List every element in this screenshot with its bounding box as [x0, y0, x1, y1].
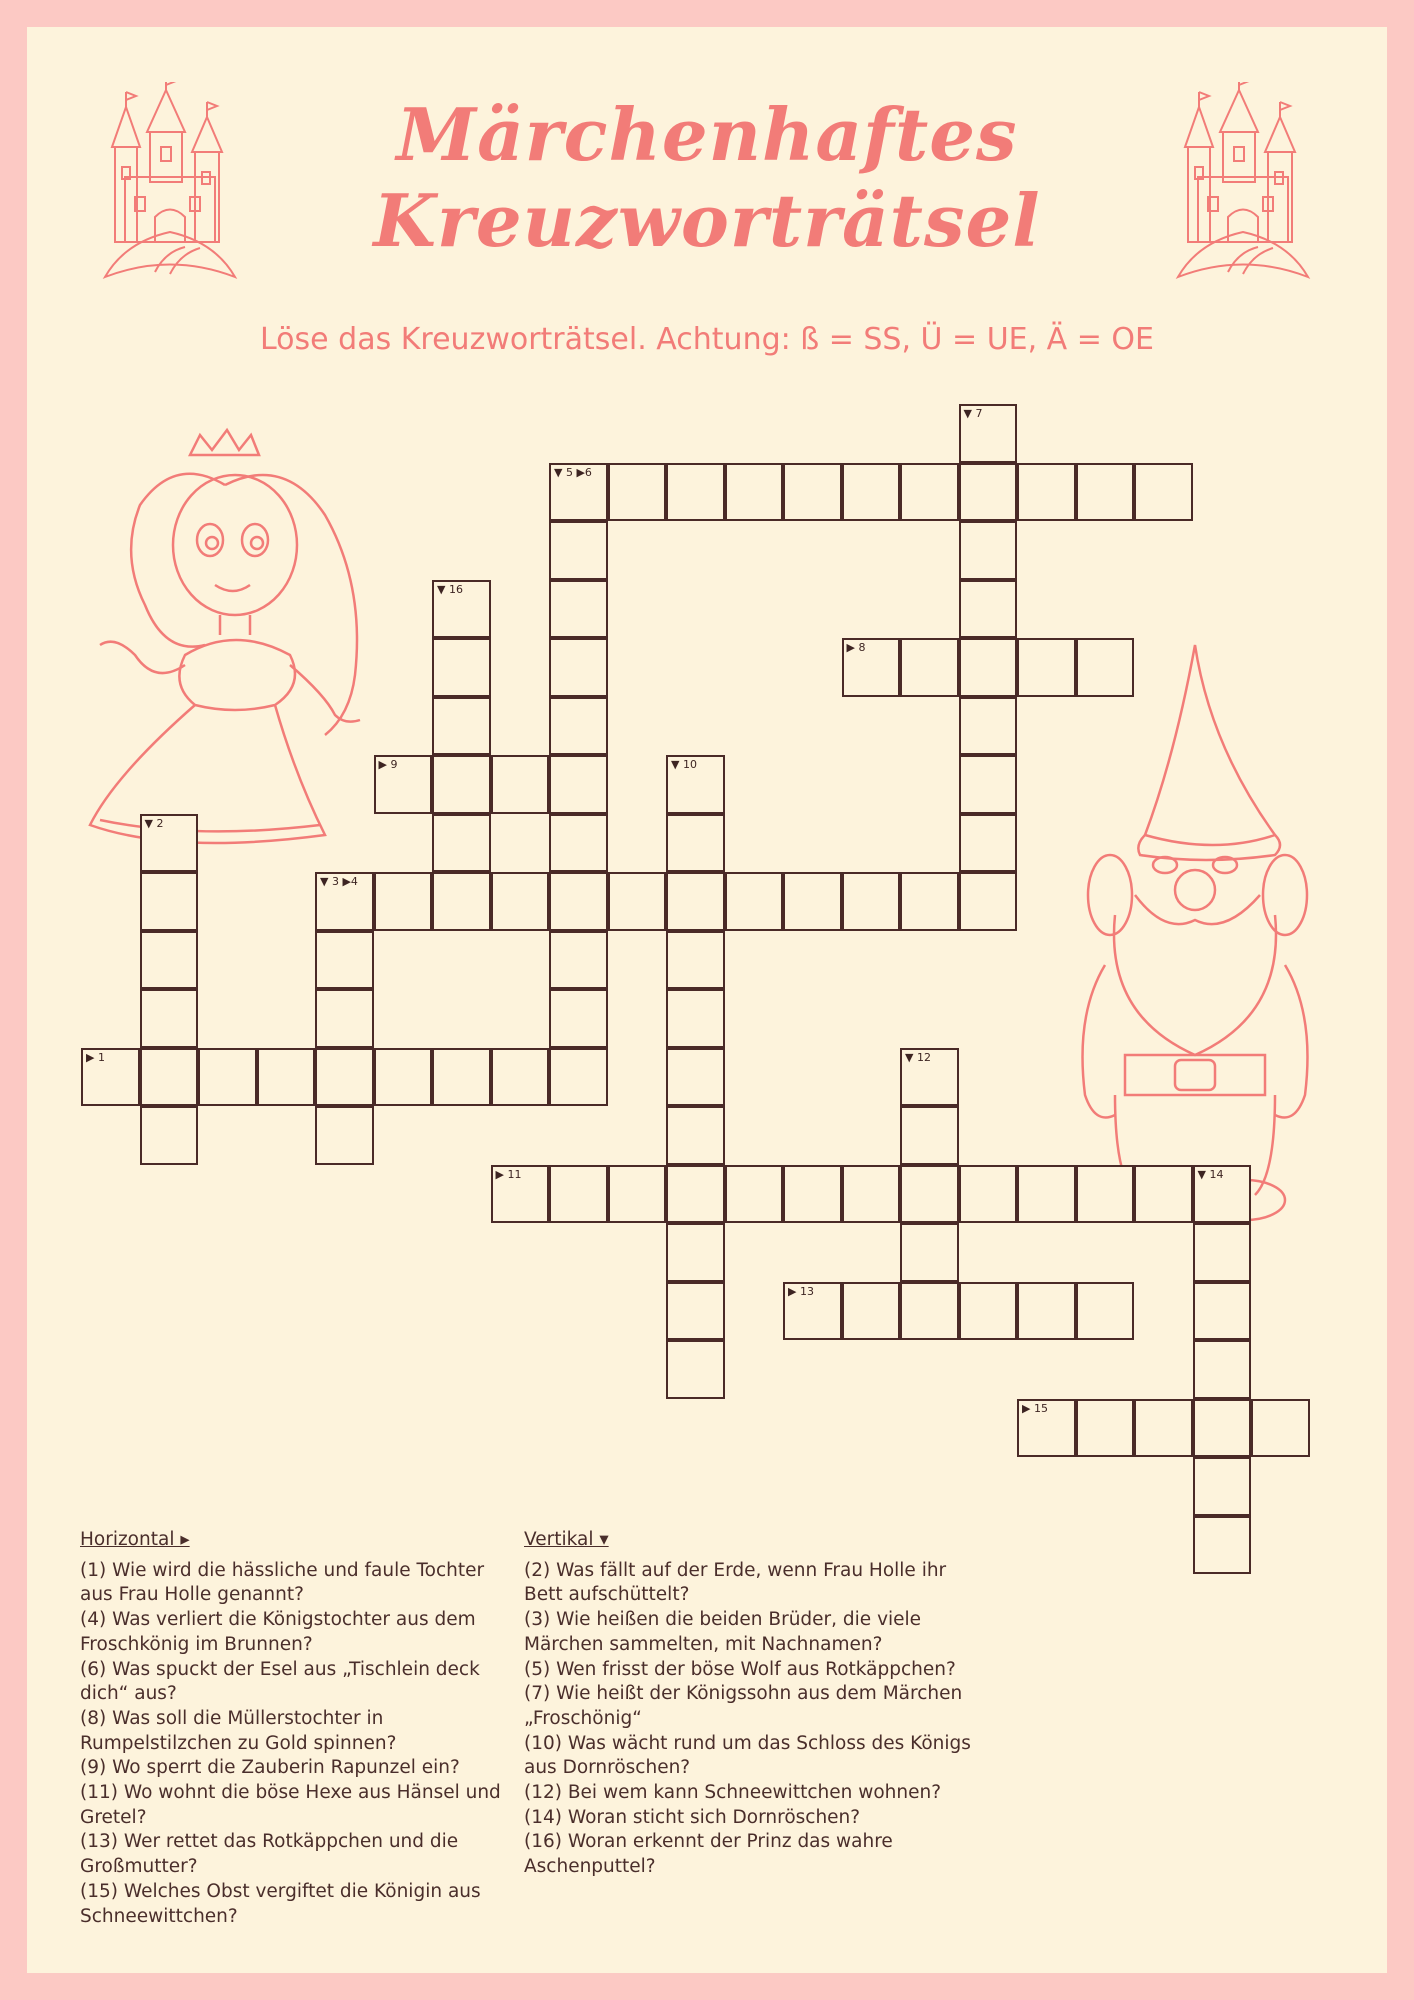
clue-number-11: ▶ 11 — [495, 1167, 522, 1181]
crossword-cell[interactable] — [783, 1165, 842, 1224]
crossword-cell[interactable] — [900, 1223, 959, 1282]
crossword-cell[interactable] — [374, 1048, 433, 1107]
crossword-cell[interactable] — [666, 1340, 725, 1399]
crossword-cell[interactable] — [1193, 1399, 1252, 1458]
crossword-cell[interactable] — [666, 1048, 725, 1107]
clue-number-2: ▼ 2 — [144, 816, 164, 830]
crossword-cell[interactable] — [1017, 1399, 1076, 1458]
clue-number-12: ▼ 12 — [905, 1050, 931, 1064]
crossword-cell[interactable] — [315, 872, 374, 931]
clue-h1: (1) Wie wird die hässliche und faule Tochter aus Frau Holle genannt? — [80, 1559, 485, 1606]
crossword-cell[interactable] — [432, 1048, 491, 1107]
crossword-cell[interactable] — [666, 1282, 725, 1341]
crossword-cell[interactable] — [1017, 463, 1076, 522]
crossword-cell[interactable] — [666, 755, 725, 814]
crossword-cell[interactable] — [1193, 1282, 1252, 1341]
crossword-cell[interactable] — [549, 755, 608, 814]
crossword-cell[interactable] — [140, 1048, 199, 1107]
crossword-cell[interactable] — [549, 1048, 608, 1107]
crossword-cell[interactable] — [374, 755, 433, 814]
crossword-cell[interactable] — [959, 1282, 1018, 1341]
crossword-cell[interactable] — [432, 580, 491, 639]
crossword-cell[interactable] — [666, 931, 725, 990]
title-line-2: Kreuzworträtsel — [373, 178, 1041, 263]
crossword-cell[interactable] — [608, 872, 667, 931]
crossword-cell[interactable] — [315, 931, 374, 990]
crossword-cell[interactable] — [549, 1165, 608, 1224]
crossword-cell[interactable] — [1193, 1165, 1252, 1224]
crossword-cell[interactable] — [1076, 1399, 1135, 1458]
crossword-cell[interactable] — [491, 1048, 550, 1107]
crossword-cell[interactable] — [1017, 1165, 1076, 1224]
vertical-clues — [524, 1528, 984, 1880]
crossword-cell[interactable] — [900, 1282, 959, 1341]
clue-v2: (2) Was fällt auf der Erde, wenn Frau Holle ihr Bett aufschüttelt? — [524, 1559, 947, 1606]
clue-h8: (8) Was soll die Müllerstochter in Rumpelstilzchen zu Gold spinnen? — [80, 1707, 397, 1754]
clue-h15: (15) Welches Obst vergiftet die Königin aus Schneewittchen? — [80, 1880, 481, 1927]
clue-number-8: ▶ 8 — [846, 641, 866, 654]
clue-number-16: ▼ 16 — [437, 582, 463, 596]
crossword-cell[interactable] — [1076, 1282, 1135, 1341]
clue-v7: (7) Wie heißt der Königssohn aus dem Märchen „Froschönig“ — [524, 1683, 963, 1729]
crossword-cell[interactable] — [900, 463, 959, 522]
crossword-cell[interactable] — [140, 931, 199, 990]
clue-v5: (5) Wen frisst der böse Wolf aus Rotkäppchen? — [524, 1658, 956, 1680]
clue-v10: (10) Was wächt rund um das Schloss des Königs aus Dornröschen? — [524, 1732, 971, 1779]
crossword-cell[interactable] — [140, 814, 199, 873]
clue-number-14: ▼ 14 — [1197, 1167, 1224, 1181]
crossword-cell[interactable] — [608, 1165, 667, 1224]
crossword-cell[interactable] — [608, 463, 667, 522]
crossword-cell[interactable] — [666, 1106, 725, 1165]
crossword-cell[interactable] — [198, 1048, 257, 1107]
crossword-cell[interactable] — [666, 814, 725, 873]
vertical-heading: Vertikal ▾ — [524, 1529, 609, 1550]
crossword-cell[interactable] — [959, 697, 1018, 756]
crossword-cell[interactable] — [549, 872, 608, 931]
clue-h6: (6) Was spuckt der Esel aus „Tischlein deck dich“ aus? — [80, 1658, 480, 1705]
crossword-cell[interactable] — [842, 1282, 901, 1341]
crossword-cell[interactable] — [549, 931, 608, 990]
crossword-cell[interactable] — [959, 872, 1018, 931]
crossword-cell[interactable] — [491, 1165, 550, 1224]
crossword-cell[interactable] — [1251, 1399, 1310, 1458]
clue-v16: (16) Woran erkennt der Prinz das wahre Aschenputtel? — [524, 1831, 893, 1878]
crossword-cell[interactable] — [491, 872, 550, 931]
crossword-cell[interactable] — [900, 1165, 959, 1224]
crossword-cell[interactable] — [81, 1048, 140, 1107]
horizontal-clues — [80, 1528, 510, 1929]
crossword-cell[interactable] — [491, 755, 550, 814]
crossword-cell[interactable] — [432, 814, 491, 873]
crossword-cell[interactable] — [783, 872, 842, 931]
crossword-cell[interactable] — [666, 872, 725, 931]
crossword-cell[interactable] — [1134, 1165, 1193, 1224]
crossword-cell[interactable] — [900, 1048, 959, 1107]
clue-h13: (13) Wer rettet das Rotkäppchen und die Großmutter? — [80, 1831, 459, 1878]
crossword-cell[interactable] — [432, 755, 491, 814]
crossword-cell[interactable] — [549, 638, 608, 697]
clue-number-13: ▶ 13 — [788, 1284, 814, 1298]
crossword-cell[interactable] — [1134, 463, 1193, 522]
instruction-text: Löse das Kreuzworträtsel. Achtung: ß = SS, Ü = UE, Ä = OE — [260, 322, 1154, 357]
crossword-cell[interactable] — [1134, 1399, 1193, 1458]
crossword-cell[interactable] — [1193, 1457, 1252, 1516]
clue-number-3_4: ▼ 3 ▶4 — [320, 875, 358, 888]
crossword-cell[interactable] — [140, 989, 199, 1048]
crossword-cell[interactable] — [900, 1106, 959, 1165]
crossword-cell[interactable] — [1193, 1223, 1252, 1282]
crossword-cell[interactable] — [432, 697, 491, 756]
crossword-cell[interactable] — [549, 463, 608, 522]
crossword-cell[interactable] — [432, 872, 491, 931]
clue-h9: (9) Wo sperrt die Zauberin Rapunzel ein? — [80, 1757, 460, 1779]
crossword-cell[interactable] — [549, 521, 608, 580]
crossword-cell[interactable] — [725, 463, 784, 522]
crossword-cell[interactable] — [725, 872, 784, 931]
clue-h11: (11) Wo wohnt die böse Hexe aus Hänsel und Gretel? — [80, 1782, 501, 1828]
clue-number-9: ▶ 9 — [378, 758, 398, 771]
crossword-cell[interactable] — [549, 580, 608, 639]
crossword-cell[interactable] — [1193, 1516, 1252, 1575]
crossword-cell[interactable] — [842, 1165, 901, 1224]
clue-number-7: ▼ 7 — [963, 407, 983, 420]
crossword-cell[interactable] — [315, 1106, 374, 1165]
crossword-cell[interactable] — [666, 1223, 725, 1282]
crossword-cell[interactable] — [1193, 1340, 1252, 1399]
clue-v12: (12) Bei wem kann Schneewittchen wohnen? — [524, 1782, 942, 1804]
clue-number-15: ▶ 15 — [1022, 1401, 1048, 1415]
crossword-cell[interactable] — [315, 1048, 374, 1107]
crossword-cell[interactable] — [1017, 1282, 1076, 1341]
clue-number-5_6: ▼ 5 ▶6 — [554, 465, 592, 479]
crossword-cell[interactable] — [257, 1048, 316, 1107]
crossword-cell[interactable] — [666, 989, 725, 1048]
crossword-cell[interactable] — [549, 989, 608, 1048]
crossword-cell[interactable] — [842, 463, 901, 522]
crossword-cell[interactable] — [783, 463, 842, 522]
title-line-1: Märchenhaftes — [396, 92, 1018, 177]
crossword-cell[interactable] — [1017, 638, 1076, 697]
crossword-cell[interactable] — [140, 1106, 199, 1165]
clue-v3: (3) Wie heißen die beiden Brüder, die viele Märchen sammelten, mit Nachnamen? — [524, 1609, 922, 1655]
crossword-cell[interactable] — [900, 872, 959, 931]
horizontal-heading: Horizontal ▸ — [80, 1529, 190, 1550]
clue-number-10: ▼ 10 — [671, 758, 697, 771]
crossword-cell[interactable] — [959, 814, 1018, 873]
crossword-cell[interactable] — [959, 638, 1018, 697]
crossword-cell[interactable] — [959, 580, 1018, 639]
crossword-cell[interactable] — [666, 463, 725, 522]
crossword-cell[interactable] — [315, 989, 374, 1048]
crossword-cell[interactable] — [959, 463, 1018, 522]
crossword-cell[interactable] — [140, 872, 199, 931]
crossword-cell[interactable] — [1076, 1165, 1135, 1224]
crossword-cell[interactable] — [374, 872, 433, 931]
crossword-cell[interactable] — [432, 638, 491, 697]
crossword-cell[interactable] — [959, 1165, 1018, 1224]
clue-h4: (4) Was verliert die Königstochter aus dem Froschkönig im Brunnen? — [80, 1609, 476, 1655]
crossword-cell[interactable] — [842, 638, 901, 697]
crossword-cell[interactable] — [783, 1282, 842, 1341]
clue-v14: (14) Woran sticht sich Dornröschen? — [524, 1806, 861, 1828]
crossword-cell[interactable] — [1076, 463, 1135, 522]
crossword-cell[interactable] — [666, 1165, 725, 1224]
crossword-cell[interactable] — [549, 697, 608, 756]
crossword-cell[interactable] — [842, 872, 901, 931]
crossword-cell[interactable] — [959, 404, 1018, 463]
crossword-cell[interactable] — [900, 638, 959, 697]
crossword-cell[interactable] — [959, 755, 1018, 814]
crossword-cell[interactable] — [959, 521, 1018, 580]
clue-number-1: ▶ 1 — [86, 1050, 105, 1064]
crossword-cell[interactable] — [549, 814, 608, 873]
crossword-cell[interactable] — [725, 1165, 784, 1224]
crossword-cell[interactable] — [1076, 638, 1135, 697]
